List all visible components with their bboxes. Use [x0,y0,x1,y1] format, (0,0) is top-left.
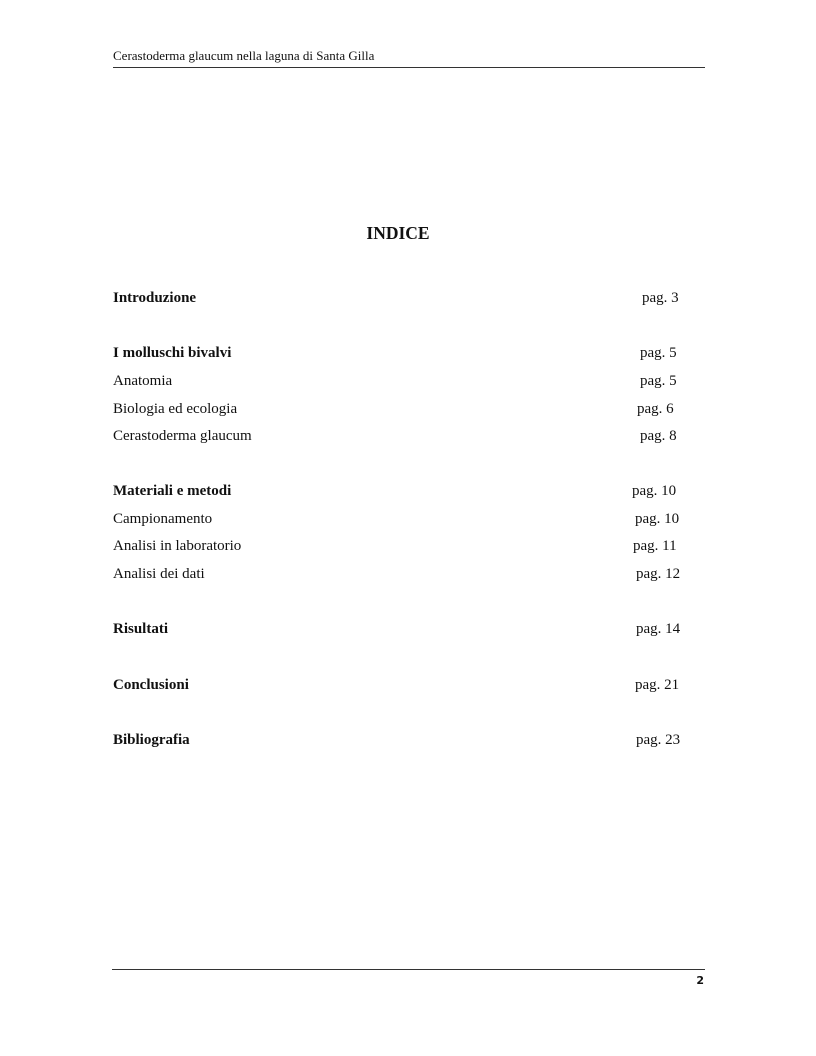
toc-entry-cerastoderma-glaucum[interactable] [113,426,713,446]
toc-entry-campionamento[interactable] [113,509,713,529]
toc-entry-page: pag. 12 [636,566,681,582]
toc-entry-page: pag. 3 [642,290,679,306]
toc-entry-label: Campionamento [113,511,213,527]
toc-entry-introduzione[interactable] [113,288,713,308]
toc-entry-page: pag. 8 [640,428,677,444]
toc-entry-bibliografia[interactable] [113,730,713,750]
toc-entry-page: pag. 5 [640,345,677,361]
toc-entry-label: Analisi dei dati [113,566,205,582]
running-header [113,47,705,68]
toc-entry-page: pag. 11 [633,538,677,554]
toc-entry-page: pag. 5 [640,373,677,389]
toc-entry-page: pag. 14 [636,621,681,637]
page-title: INDICE [366,223,430,243]
toc-entry-label: Risultati [113,621,169,637]
toc-entry-biologia-ecologia[interactable] [113,399,713,419]
toc-entry-label: Bibliografia [113,732,190,748]
toc-entry-page: pag. 23 [636,732,681,748]
toc-entry-anatomia[interactable] [113,371,713,391]
footer-divider [112,969,705,970]
toc-entry-label: Conclusioni [113,677,189,693]
toc-entry-label: Cerastoderma glaucum [113,428,252,444]
toc-entry-analisi-dati[interactable] [113,564,713,584]
toc-entry-page: pag. 21 [635,677,680,693]
toc-entry-label: Materiali e metodi [113,483,232,499]
toc-entry-conclusioni[interactable] [113,675,713,695]
toc-entry-label: Analisi in laboratorio [113,538,242,554]
page-number: 2 [696,974,704,987]
toc-entry-page: pag. 6 [637,401,674,417]
running-title: Cerastoderma glaucum nella laguna di Santa Gilla [113,48,375,63]
toc-entry-label: Biologia ed ecologia [113,401,238,417]
toc-entry-analisi-laboratorio[interactable] [113,536,713,556]
toc-entry-page: pag. 10 [635,511,680,527]
toc-entry-label: I molluschi bivalvi [113,345,232,361]
toc-entry-molluschi-bivalvi[interactable] [113,343,713,363]
toc-entry-page: pag. 10 [632,483,677,499]
toc-entry-label: Anatomia [113,373,173,389]
toc-entry-materiali-metodi[interactable] [113,481,713,501]
toc-entry-risultati[interactable] [113,619,713,639]
toc-entry-label: Introduzione [113,290,197,306]
